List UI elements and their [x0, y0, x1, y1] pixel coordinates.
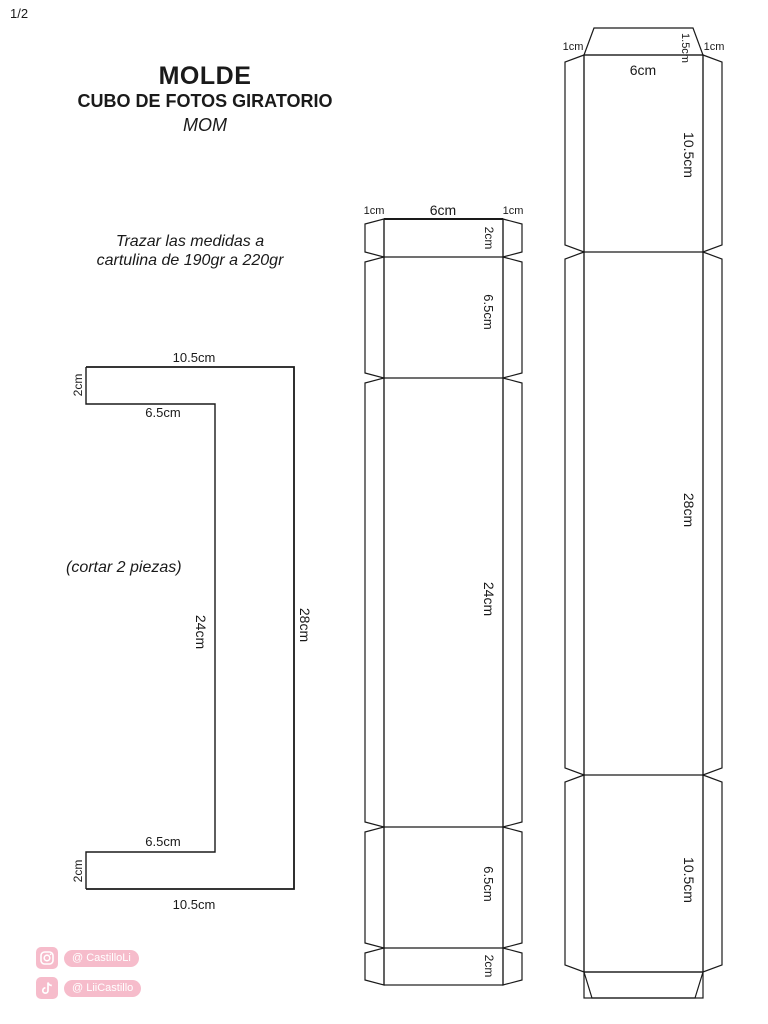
c-tab-bottom-label: 2cm: [71, 859, 85, 883]
instagram-link[interactable]: [36, 947, 139, 969]
strip-small-flap-left-5: [365, 948, 384, 985]
strip-small-width-label: 6cm: [429, 202, 457, 218]
c-outer-height-label: 28cm: [297, 607, 313, 643]
title-subtitle: CUBO DE FOTOS GIRATORIO: [77, 91, 333, 111]
strip-small-seg3-label: 24cm: [481, 581, 497, 617]
c-inner-height-label: 24cm: [193, 614, 209, 650]
tiktok-link[interactable]: [36, 977, 141, 999]
strip-small-seg2-label: 6.5cm: [481, 294, 496, 330]
strip-large: [562, 28, 722, 998]
strip-large-flap-right-1: [703, 55, 722, 252]
strip-large-flap-right-label: 1cm: [703, 41, 725, 53]
strip-large-seg3-label: 10.5cm: [681, 857, 697, 903]
strip-large-flap-left-label: 1cm: [562, 41, 584, 53]
strip-small-flap-right-1: [503, 219, 522, 257]
title-main: MOLDE: [158, 62, 252, 90]
strip-small: [365, 219, 522, 985]
instructions-line-1: Trazar las medidas a: [115, 233, 265, 250]
strip-large-bottom-tab: [584, 972, 703, 998]
strip-large-top-tab-label: 1.5cm: [679, 33, 691, 63]
c-piece-labels: [71, 350, 313, 912]
c-piece: [86, 367, 294, 889]
c-inner-bottom-label: 6.5cm: [145, 834, 181, 849]
title-name: MOM: [183, 115, 227, 135]
tiktok-icon: [36, 977, 58, 999]
strip-small-flap-left-3: [365, 378, 384, 827]
strip-small-flap-right-2: [503, 257, 522, 378]
strip-small-flap-left-4: [365, 827, 384, 948]
page-number: 1/2: [10, 6, 29, 21]
strip-small-flap-right-label: 1cm: [502, 205, 524, 217]
strip-small-flap-left-1: [365, 219, 384, 257]
strip-large-flap-left-3: [565, 775, 584, 972]
strip-large-seg2-label: 28cm: [681, 492, 697, 528]
instructions-line-2: cartulina de 190gr a 220gr: [96, 252, 284, 269]
strip-large-flap-left-1: [565, 55, 584, 252]
c-top-width-label: 10.5cm: [172, 350, 216, 365]
strip-large-flap-right-3: [703, 775, 722, 972]
cut-note: (cortar 2 piezas): [66, 559, 182, 576]
c-inner-top-label: 6.5cm: [145, 405, 181, 420]
strip-small-flap-right-5: [503, 948, 522, 985]
instagram-icon: [36, 947, 58, 969]
strip-small-seg5-label: 2cm: [482, 954, 496, 978]
strip-large-width-label: 6cm: [629, 62, 657, 78]
strip-small-seg4-label: 6.5cm: [481, 866, 496, 902]
strip-small-labels: [364, 202, 524, 977]
c-bottom-width-label: 10.5cm: [172, 897, 216, 912]
strip-small-seg1-label: 2cm: [482, 226, 496, 250]
strip-large-seg1-label: 10.5cm: [681, 132, 697, 178]
strip-small-flap-right-3: [503, 378, 522, 827]
c-piece-outer-outline: [86, 367, 294, 889]
strip-large-labels: [563, 33, 725, 903]
strip-small-flap-left-2: [365, 257, 384, 378]
tiktok-handle: @ LiiCastillo: [64, 980, 141, 997]
strip-small-flap-left-label: 1cm: [363, 205, 385, 217]
c-tab-top-label: 2cm: [71, 373, 85, 397]
strip-small-flap-right-4: [503, 827, 522, 948]
strip-large-flap-left-2: [565, 252, 584, 775]
instagram-handle: @ CastilloLi: [64, 950, 139, 967]
strip-large-flap-right-2: [703, 252, 722, 775]
